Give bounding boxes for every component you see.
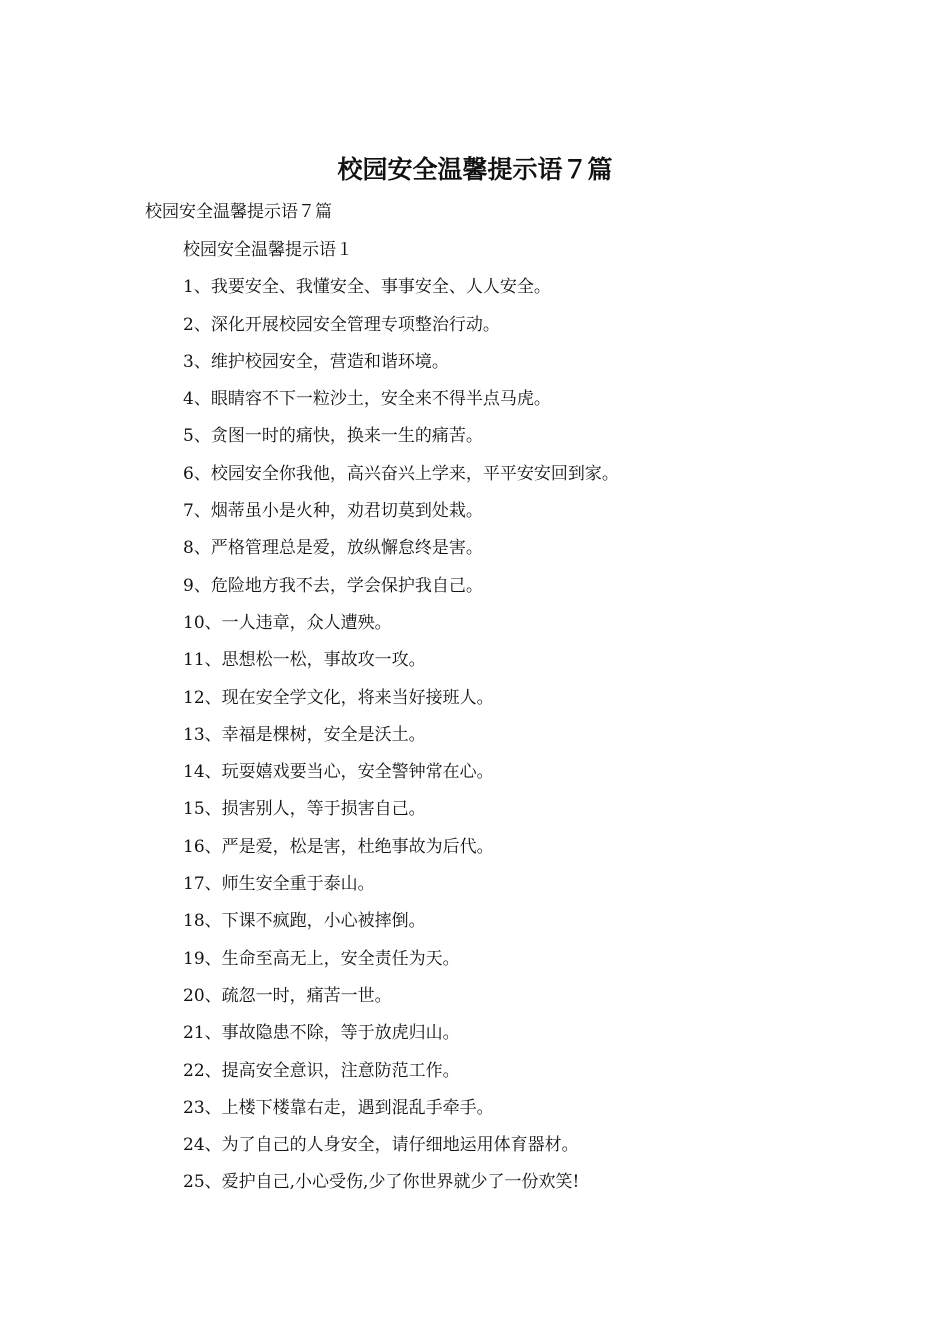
list-item: 20、疏忽一时，痛苦一世。 xyxy=(183,985,392,1006)
list-item: 10、一人违章，众人遭殃。 xyxy=(183,612,392,633)
document-body xyxy=(183,237,883,1207)
list-item: 13、幸福是棵树，安全是沃土。 xyxy=(183,724,426,745)
list-item: 22、提高安全意识，注意防范工作。 xyxy=(183,1060,460,1081)
list-item: 3、维护校园安全，营造和谐环境。 xyxy=(183,351,449,372)
list-item: 23、上楼下楼靠右走，遇到混乱手牵手。 xyxy=(183,1097,494,1118)
list-item: 12、现在安全学文化，将来当好接班人。 xyxy=(183,687,494,708)
list-item: 6、校园安全你我他，高兴奋兴上学来，平平安安回到家。 xyxy=(183,463,619,484)
list-item: 7、烟蒂虽小是火种，劝君切莫到处栽。 xyxy=(183,501,483,522)
list-item: 17、师生安全重于泰山。 xyxy=(183,874,375,895)
list-item: 11、思想松一松，事故攻一攻。 xyxy=(183,650,426,671)
list-item: 15、损害别人，等于损害自己。 xyxy=(183,799,426,820)
list-item: 9、危险地方我不去，学会保护我自己。 xyxy=(183,575,483,596)
tips-list xyxy=(183,274,883,1206)
list-item: 14、玩耍嬉戏要当心，安全警钟常在心。 xyxy=(183,762,494,783)
list-item: 21、事故隐患不除，等于放虎归山。 xyxy=(183,1023,460,1044)
list-item: 16、严是爱，松是害，杜绝事故为后代。 xyxy=(183,836,494,857)
list-item: 4、眼睛容不下一粒沙土，安全来不得半点马虎。 xyxy=(183,389,551,410)
list-item: 18、下课不疯跑，小心被摔倒。 xyxy=(183,911,426,932)
list-item: 25、爱护自己,小心受伤,少了你世界就少了一份欢笑! xyxy=(183,1172,580,1193)
list-item: 24、为了自己的人身安全，请仔细地运用体育器材。 xyxy=(183,1135,579,1156)
list-item: 19、生命至高无上，安全责任为天。 xyxy=(183,948,460,969)
list-item: 2、深化开展校园安全管理专项整治行动。 xyxy=(183,314,500,335)
list-item: 5、贪图一时的痛快，换来一生的痛苦。 xyxy=(183,426,483,447)
section-heading: 校园安全温馨提示语１ xyxy=(183,240,353,260)
list-item: 8、严格管理总是爱，放纵懈怠终是害。 xyxy=(183,538,483,559)
document-title: 校园安全温馨提示语７篇 xyxy=(337,155,613,184)
document-subtitle: 校园安全温馨提示语７篇 xyxy=(145,202,332,222)
list-item: 1、我要安全、我懂安全、事事安全、人人安全。 xyxy=(183,277,551,298)
